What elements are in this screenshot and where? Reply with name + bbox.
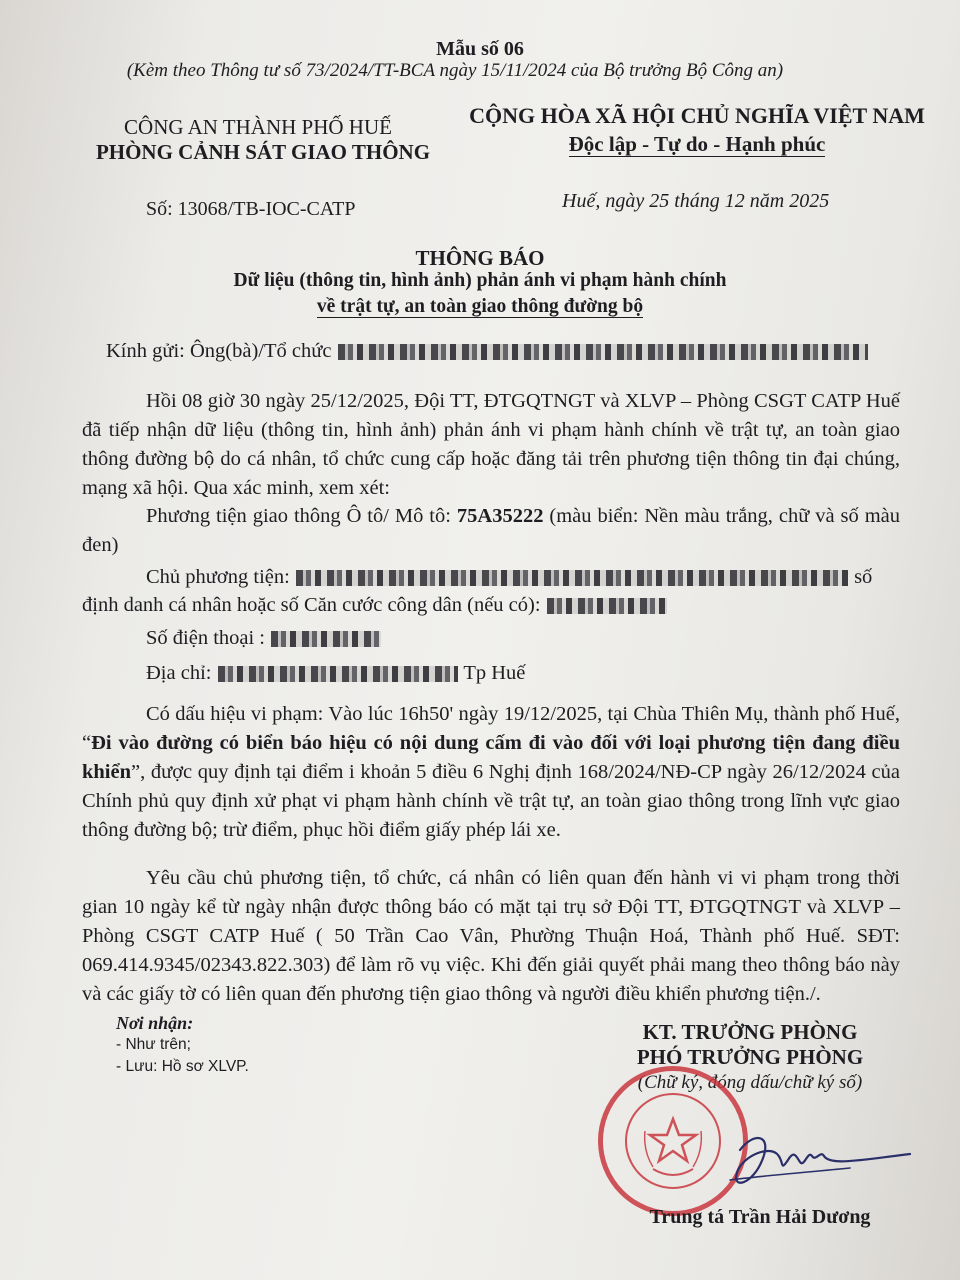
notice-title: THÔNG BÁO: [415, 246, 545, 270]
nation-title: CỘNG HÒA XÃ HỘI CHỦ NGHĨA VIỆT NAM: [469, 103, 925, 128]
signature-mark: [700, 1110, 920, 1220]
owner-label: Chủ phương tiện:: [146, 566, 290, 588]
place-date: Huế, ngày 25 tháng 12 năm 2025: [562, 190, 830, 212]
phone-line: [146, 627, 382, 650]
sign-title-2: PHÓ TRƯỞNG PHÒNG: [636, 1045, 864, 1069]
redacted-owner: [296, 570, 848, 586]
document-number: Số: 13068/TB-IOC-CATP: [146, 198, 356, 220]
notice-subtitle-1: Dữ liệu (thông tin, hình ảnh) phản ánh vi phạm hành chính: [233, 270, 727, 291]
vehicle-label: Phương tiện giao thông Ô tô/ Mô tô:: [146, 505, 451, 527]
address-label: Địa chỉ:: [146, 662, 212, 684]
id-label: định danh cá nhân hoặc số Căn cước công dân (nếu có):: [82, 594, 541, 616]
violation-intro: Có dấu hiệu vi phạm: Vào lúc 16h50' ngày 19/12/2025, tại Chùa Thiên Mụ, thành phố Huế, “: [82, 703, 900, 754]
recipient-line: [106, 340, 869, 363]
receiver-2: - Lưu: Hồ sơ XLVP.: [116, 1058, 249, 1075]
redacted-phone: [271, 631, 381, 647]
license-plate: 75A35222: [456, 505, 544, 527]
notice-subtitle-2: về trật tự, an toàn giao thông đường bộ: [316, 296, 644, 317]
violation-description: Đi vào đường có biển báo hiệu có nội dung cấm đi vào đối với loại phương tiện đang điều khiển: [82, 732, 900, 783]
paragraph-receipt: Hồi 08 giờ 30 ngày 25/12/2025, Đội TT, ĐTGQTNGT và XLVP – Phòng CSGT CATP Huế đã tiếp nhận dữ liệu (thông tin, hình ảnh) phản ánh vi phạm hành chính về trật tự, an toàn giao thông đường bộ do cá nhân, tổ chức cung cấp hoặc đăng tải trên phương tiện thông tin đại chúng, mạng xã hội. Qua xác minh, xem xét:: [82, 390, 900, 499]
motto: Độc lập - Tự do - Hạnh phúc: [568, 132, 826, 156]
plate-color-note: (màu biển: Nền màu trắng, chữ và số màu đen): [82, 505, 901, 556]
receiver-1: - Như trên;: [116, 1036, 191, 1053]
form-number: Mẫu số 06: [436, 38, 524, 60]
owner-suffix: số: [854, 566, 873, 588]
sign-note: (Chữ ký, đóng dấu/chữ ký số): [637, 1072, 863, 1093]
redacted-recipient: [338, 344, 868, 360]
org-unit: PHÒNG CẢNH SÁT GIAO THÔNG: [95, 140, 431, 164]
violation-legal-basis: ”, được quy định tại điểm i khoản 5 điều 6 Nghị định 168/2024/NĐ-CP ngày 26/12/2024 của Chính phủ quy định xử phạt vi phạm hành chính về trật tự, an toàn giao thông trong lĩnh vực giao thông đường bộ; trừ điểm, phục hồi điểm giấy phép lái xe.: [82, 761, 900, 841]
receivers-label: Nơi nhận:: [116, 1013, 194, 1033]
phone-label: Số điện thoại :: [146, 627, 266, 649]
owner-line: [146, 566, 872, 589]
request-paragraph: Yêu cầu chủ phương tiện, tổ chức, cá nhân có liên quan đến hành vi vi phạm trong thời gian 10 ngày kể từ ngày nhận được thông báo có mặt tại trụ sở Đội TT, ĐTGQTNGT và XLVP – Phòng CSGT CATP Huế ( 50 Trần Cao Vân, Phường Thuận Hoá, Thành phố Huế. SĐT: 069.414.9345/02343.822.303) để làm rõ vụ việc. Khi đến giải quyết phải mang theo thông báo này và các giấy tờ có liên quan đến phương tiện giao thông và người điều khiển phương tiện./.: [82, 867, 900, 1005]
id-line: [82, 594, 668, 617]
violation-paragraph: [82, 700, 900, 845]
address-city: Tp Huế: [463, 662, 526, 684]
redacted-address: [218, 666, 458, 682]
redacted-id: [547, 598, 667, 614]
address-line: [146, 662, 525, 685]
signer-name: Trung tá Trần Hải Dương: [649, 1206, 871, 1228]
vehicle-paragraph: [82, 502, 900, 560]
org-parent: CÔNG AN THÀNH PHỐ HUẾ: [124, 115, 392, 139]
sign-title-1: KT. TRƯỞNG PHÒNG: [642, 1020, 858, 1044]
recipient-label: Kính gửi: Ông(bà)/Tổ chức: [106, 340, 332, 362]
attached-note: (Kèm theo Thông tư số 73/2024/TT-BCA ngày 15/11/2024 của Bộ trưởng Bộ Công an): [126, 60, 784, 81]
